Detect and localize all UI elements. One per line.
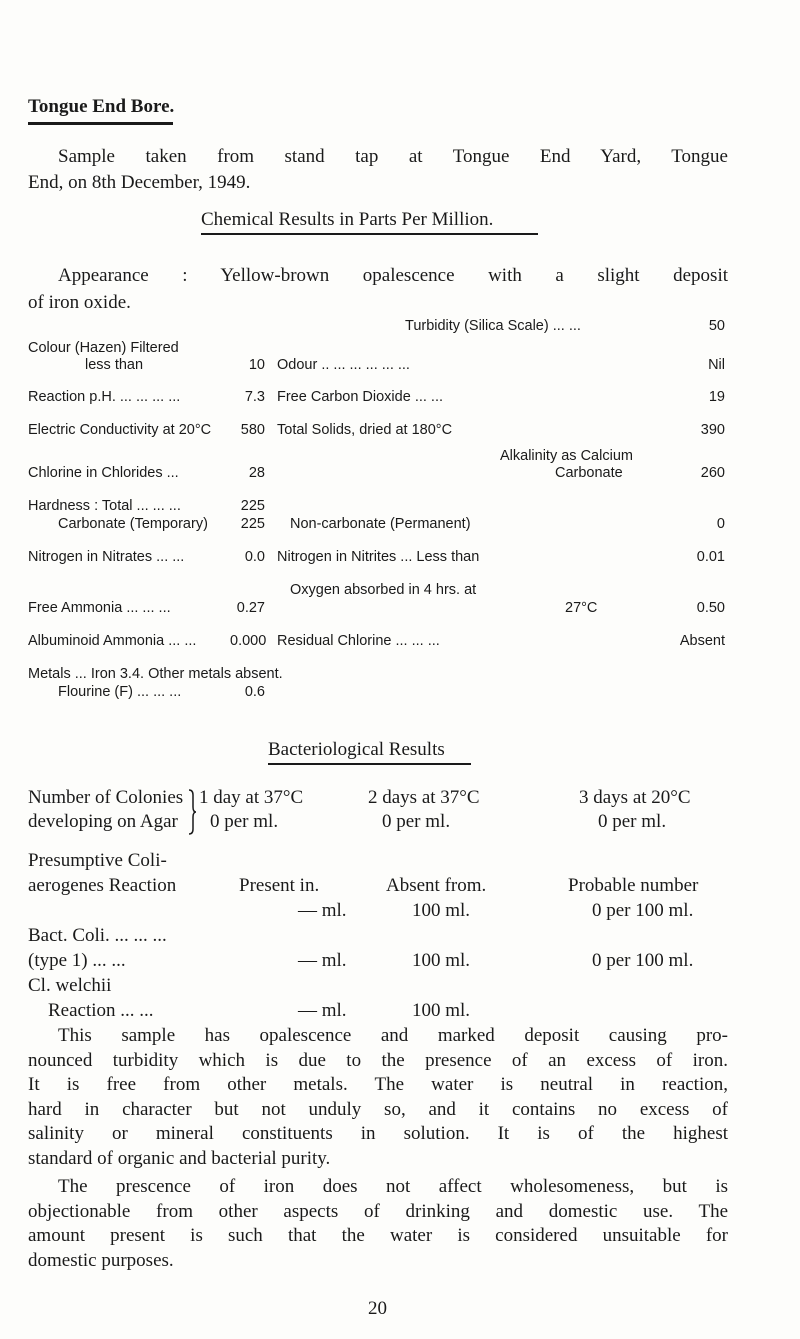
welchii-present: — ml. [298, 1000, 347, 1021]
colour-label-2: less than [85, 357, 144, 373]
para2-line: The prescence of iron does not affect wholesomeness, but is [58, 1176, 728, 1197]
welchii-label-1: Cl. welchii [28, 975, 112, 996]
oxygen-label-2: 27°C [565, 600, 598, 616]
chlorides-label: Chlorine in Chlorides ... [28, 465, 179, 481]
bact-heading: Bacteriological Results [268, 739, 445, 760]
colour-label-1: Colour (Hazen) Filtered [28, 340, 179, 356]
albuminoid-value: 0.000 [230, 633, 267, 649]
intro-line-2: End, on 8th December, 1949. [28, 172, 251, 193]
nitrates-label: Nitrogen in Nitrates ... ... [28, 549, 185, 565]
presumptive-probable: 0 per 100 ml. [592, 900, 694, 921]
colonies-label-1: Number of Colonies [28, 787, 184, 808]
nitrates-value: 0.0 [244, 549, 265, 565]
oxygen-value: 0.50 [696, 600, 725, 616]
conductivity-value: 580 [240, 422, 265, 438]
bact-coli-label-2: (type 1) ... ... [28, 950, 126, 971]
solids-value: 390 [700, 422, 725, 438]
solids-label: Total Solids, dried at 180°C [277, 422, 453, 438]
iron-paragraph [28, 1175, 728, 1273]
free-ammonia-value: 0.27 [236, 600, 265, 616]
hardness-carbonate-label: Carbonate (Temporary) [58, 516, 208, 532]
para1-line: This sample has opalescence and marked deposit causing pro- [58, 1025, 728, 1046]
bact-coli-probable: 0 per 100 ml. [592, 950, 694, 971]
ph-label: Reaction p.H. ... ... ... ... [28, 389, 181, 405]
turbidity-value: 50 [708, 318, 725, 334]
para1-line: It is free from other metals. The water is neutral in reaction, [28, 1074, 728, 1095]
presumptive-present: — ml. [298, 900, 347, 921]
head-present: Present in. [239, 875, 320, 896]
page-number: 20 [368, 1298, 387, 1319]
colonies-value-2: 0 per ml. [382, 811, 451, 832]
odour-label: Odour .. ... ... ... ... ... [277, 357, 410, 373]
para2-line: amount present is such that the water is considered unsuitable for [28, 1225, 728, 1246]
co2-label: Free Carbon Dioxide ... ... [277, 389, 444, 405]
bact-heading-underline [268, 763, 471, 765]
presumptive-label-2: aerogenes Reaction [28, 875, 177, 896]
page-title: Tongue End Bore. [28, 96, 175, 117]
colonies-head-3: 3 days at 20°C [579, 787, 691, 808]
co2-value: 19 [708, 389, 725, 405]
metals-line: Metals ... Iron 3.4. Other metals absent. [28, 666, 283, 682]
odour-value: Nil [708, 357, 725, 373]
free-ammonia-label: Free Ammonia ... ... ... [28, 600, 171, 616]
appearance-line-1: Appearance : Yellow-brown opalescence with a slight deposit [58, 265, 728, 286]
head-absent: Absent from. [386, 875, 487, 896]
colonies-value-3: 0 per ml. [598, 811, 667, 832]
chem-heading: Chemical Results in Parts Per Million. [201, 209, 494, 230]
title-underline [28, 122, 173, 125]
bact-coli-present: — ml. [298, 950, 347, 971]
fluorine-label: Flourine (F) ... ... ... [58, 684, 182, 700]
para1-line: nounced turbidity which is due to the presence of an excess of iron. [28, 1049, 728, 1071]
oxygen-label-1: Oxygen absorbed in 4 hrs. at [290, 582, 477, 598]
colonies-head-1: 1 day at 37°C [199, 787, 304, 808]
bact-coli-label-1: Bact. Coli. ... ... ... [28, 925, 167, 946]
appearance-line-2: of iron oxide. [28, 292, 131, 313]
alkalinity-label-2: Carbonate [555, 465, 623, 481]
chem-heading-underline [201, 233, 538, 235]
hardness-total-value: 225 [240, 498, 265, 514]
head-probable: Probable number [568, 875, 699, 896]
ph-value: 7.3 [244, 389, 265, 405]
para2-line: objectionable from other aspects of drinking and domestic use. The [28, 1200, 728, 1222]
colonies-label-2: developing on Agar [28, 811, 178, 832]
nitrites-value: 0.01 [696, 549, 725, 565]
colonies-value-1: 0 per ml. [210, 811, 279, 832]
alkalinity-label-1: Alkalinity as Calcium [500, 448, 633, 464]
para1-line: hard in character but not unduly so, and it contains no excess of [28, 1098, 728, 1120]
para1-line: standard of organic and bacterial purity. [28, 1147, 331, 1169]
presumptive-absent: 100 ml. [412, 900, 471, 921]
hardness-total-label: Hardness : Total ... ... ... [28, 498, 181, 514]
colonies-head-2: 2 days at 37°C [368, 787, 480, 808]
hardness-carbonate-value: 225 [240, 516, 265, 532]
summary-paragraph [28, 1024, 728, 1171]
fluorine-value: 0.6 [244, 684, 265, 700]
residual-chlorine-label: Residual Chlorine ... ... ... [277, 633, 440, 649]
welchii-absent: 100 ml. [412, 1000, 471, 1021]
intro-line-1: Sample taken from stand tap at Tongue End Yard, Tongue [58, 146, 728, 167]
hardness-noncarb-label: Non-carbonate (Permanent) [290, 516, 471, 532]
bact-coli-absent: 100 ml. [412, 950, 471, 971]
hardness-noncarb-value: 0 [716, 516, 725, 532]
colonies-brace [187, 789, 197, 835]
residual-chlorine-value: Absent [679, 633, 725, 649]
albuminoid-label: Albuminoid Ammonia ... ... [28, 633, 197, 649]
presumptive-label-1: Presumptive Coli- [28, 850, 167, 871]
conductivity-label: Electric Conductivity at 20°C [28, 422, 212, 438]
chlorides-value: 28 [248, 465, 265, 481]
alkalinity-value: 260 [700, 465, 725, 481]
turbidity-label: Turbidity (Silica Scale) ... ... [405, 318, 581, 334]
para1-line: salinity or mineral constituents in solution. It is of the highest [28, 1123, 728, 1144]
colour-value: 10 [248, 357, 265, 373]
nitrites-label: Nitrogen in Nitrites ... Less than [277, 549, 480, 565]
welchii-label-2: Reaction ... ... [48, 1000, 154, 1021]
para2-line: domestic purposes. [28, 1249, 174, 1271]
